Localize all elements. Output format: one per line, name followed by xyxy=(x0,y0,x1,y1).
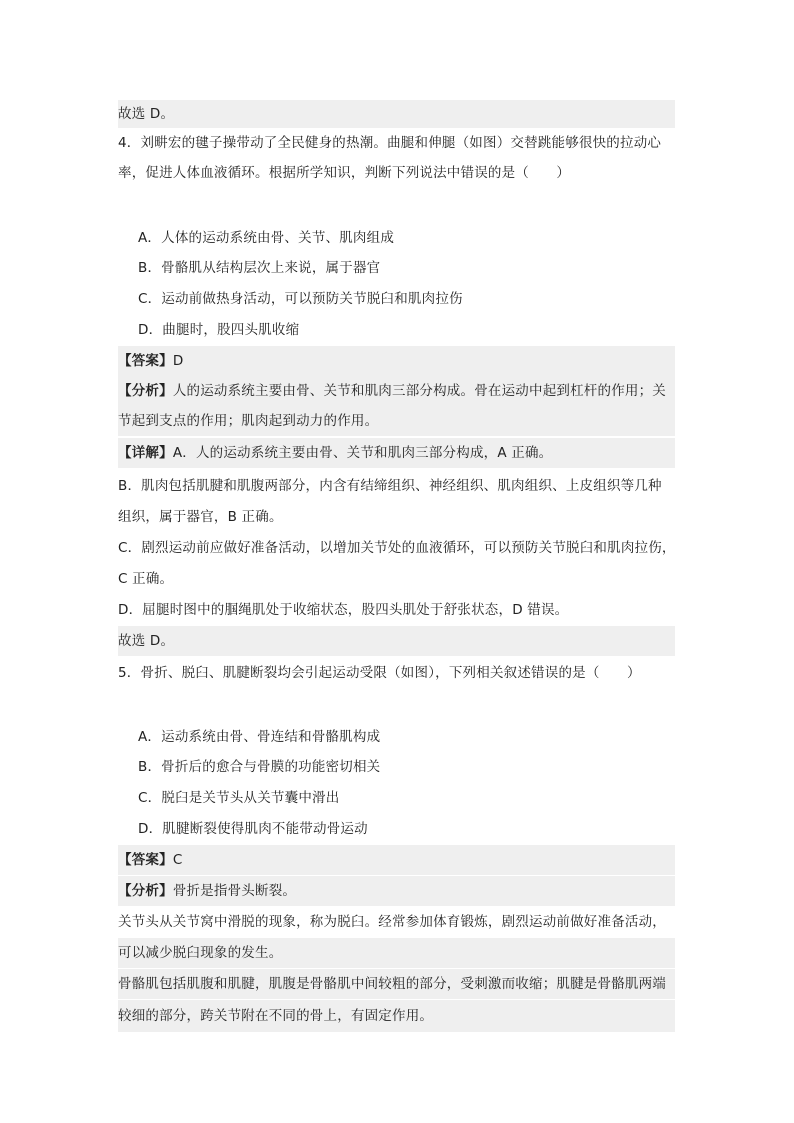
q5-option-b: B．骨折后的愈合与骨膜的功能密切相关 xyxy=(138,759,381,775)
q4-option-c: C．运动前做热身活动，可以预防关节脱臼和肌肉拉伤 xyxy=(138,291,463,307)
analysis-tag: 【分析】 xyxy=(118,383,173,399)
q5-option-c: C．脱臼是关节头从关节囊中滑出 xyxy=(138,790,340,806)
analysis-text: 人的运动系统主要由骨、关节和肌肉三部分构成。骨在运动中起到杠杆的作用；关 xyxy=(172,383,667,399)
q4-stem-line1: 4．刘畊宏的毽子操带动了全民健身的热潮。曲腿和伸腿（如图）交替跳能够很快的拉动心 xyxy=(118,135,662,151)
answer-tag: 【答案】 xyxy=(118,852,173,868)
q5-stem-line1: 5．骨折、脱臼、肌腱断裂均会引起运动受限（如图），下列相关叙述错误的是（ ） xyxy=(118,665,641,681)
analysis-tag: 【分析】 xyxy=(118,883,173,899)
detail-tag: 【详解】 xyxy=(118,445,173,461)
q4-answer xyxy=(118,346,675,376)
q3-conclusion: 故选 D。 xyxy=(118,100,675,128)
q5-option-a: A．运动系统由骨、骨连结和骨骼肌构成 xyxy=(138,729,381,745)
q5-analysis-line2: 关节头从关节窝中滑脱的现象，称为脱臼。经常参加体育锻炼，剧烈运动前做好准备活动， xyxy=(118,914,666,930)
q5-analysis-line5: 较细的部分，跨关节附在不同的骨上，有固定作用。 xyxy=(118,1000,675,1032)
q5-analysis-line3: 可以减少脱臼现象的发生。 xyxy=(118,938,675,968)
q4-analysis-line1 xyxy=(118,376,675,406)
q4-detail-line3: 组织，属于器官，B 正确。 xyxy=(118,509,283,525)
answer-value: D xyxy=(172,353,184,369)
detail-text: A．人的运动系统主要由骨、关节和肌肉三部分构成，A 正确。 xyxy=(172,445,553,461)
q5-analysis-line4: 骨骼肌包括肌腹和肌腱，肌腹是骨骼肌中间较粗的部分，受刺激而收缩；肌腱是骨骼肌两端 xyxy=(118,969,675,999)
q4-detail-line1 xyxy=(118,438,675,468)
q4-detail-line2: B．肌肉包括肌腱和肌腹两部分，内含有结缔组织、神经组织、肌肉组织、上皮组织等几种 xyxy=(118,478,662,494)
q5-analysis-line1 xyxy=(118,876,675,906)
q4-detail-line5: C 正确。 xyxy=(118,571,174,587)
q5-option-d: D．肌腱断裂使得肌肉不能带动骨运动 xyxy=(138,821,368,837)
q4-conclusion: 故选 D。 xyxy=(118,626,675,656)
q4-option-d: D．曲腿时，股四头肌收缩 xyxy=(138,322,300,338)
answer-tag: 【答案】 xyxy=(118,353,173,369)
q4-analysis-line2: 节起到支点的作用；肌肉起到动力的作用。 xyxy=(118,406,675,436)
q4-option-b: B．骨骼肌从结构层次上来说，属于器官 xyxy=(138,260,381,276)
q4-detail-line6: D．屈腿时图中的腘绳肌处于收缩状态，股四头肌处于舒张状态，D 错误。 xyxy=(118,602,569,618)
answer-value: C xyxy=(172,852,183,868)
q4-stem-line2: 率，促进人体血液循环。根据所学知识，判断下列说法中错误的是（ ） xyxy=(118,165,571,181)
analysis-text: 骨折是指骨头断裂。 xyxy=(172,883,297,899)
q4-option-a: A．人体的运动系统由骨、关节、肌肉组成 xyxy=(138,230,395,246)
q4-detail-line4: C．剧烈运动前应做好准备活动，以增加关节处的血液循环，可以预防关节脱臼和肌肉拉伤， xyxy=(118,540,676,556)
q5-answer xyxy=(118,845,675,875)
